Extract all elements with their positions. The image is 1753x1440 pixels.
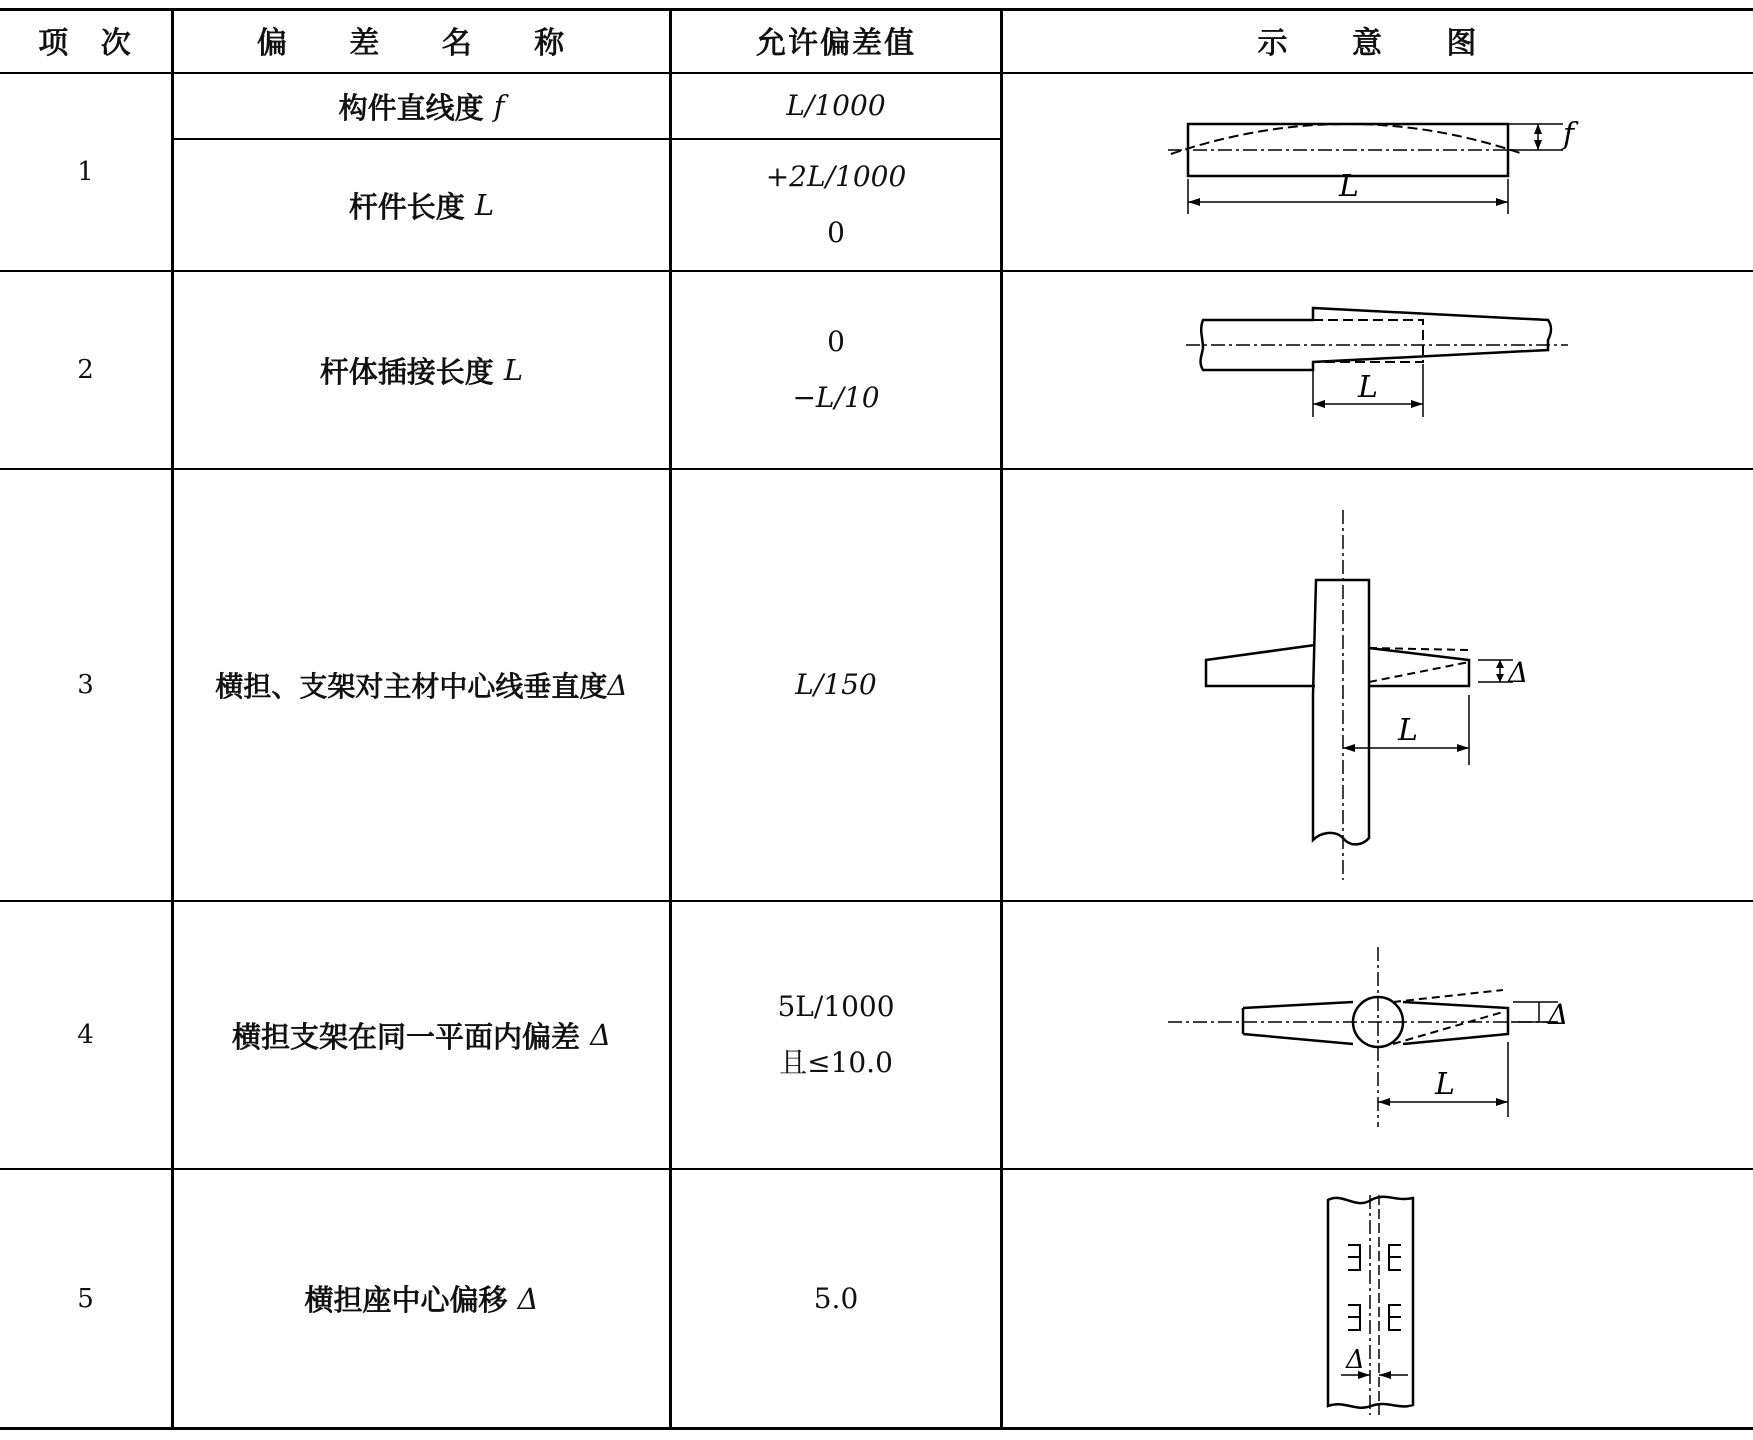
row1-item-text: 1 xyxy=(77,157,94,187)
perpendicularity-delta-label: Δ xyxy=(1508,656,1529,689)
row1a-name-symbol: f xyxy=(493,89,505,123)
straightness-f-label: f xyxy=(1563,117,1575,152)
row2-item xyxy=(0,272,171,468)
row2-value-line1: 0 xyxy=(827,325,845,358)
row4-item-text: 4 xyxy=(77,1020,94,1050)
tolerance-table xyxy=(0,8,1753,1430)
header-diagram-text: 示 意 图 xyxy=(1257,26,1499,61)
row2-item-text: 2 xyxy=(77,355,94,385)
header-item-text: 项 次 xyxy=(38,26,133,61)
row1b-value-line2: 0 xyxy=(827,216,845,249)
row5-item-text: 5 xyxy=(77,1283,94,1314)
row4-name xyxy=(174,902,669,1168)
row5-value-line1: 5.0 xyxy=(813,1281,859,1315)
seat-offset-diagram xyxy=(1003,1170,1753,1427)
row1b-name xyxy=(174,140,669,270)
row3-value-line1: L/150 xyxy=(795,668,877,701)
row4-value-line2: 且≤10.0 xyxy=(779,1046,893,1079)
planar-delta-label: Δ xyxy=(1548,998,1569,1031)
straightness-l-label: L xyxy=(1339,169,1359,204)
row3-item xyxy=(0,470,171,900)
header-name-text: 偏 差 名 称 xyxy=(256,26,587,61)
row4-value xyxy=(672,902,1000,1168)
row2-name xyxy=(174,272,669,468)
row1b-value xyxy=(672,140,1000,270)
header-name xyxy=(174,8,669,72)
row3-name-text: 横担、支架对主材中心线垂直度 xyxy=(215,670,608,703)
row5-item xyxy=(0,1170,171,1427)
row3-value xyxy=(672,470,1000,900)
row1a-name-text: 构件直线度 xyxy=(338,90,484,125)
perpendicularity-l-label: L xyxy=(1398,713,1418,748)
row2-value xyxy=(672,272,1000,468)
row3-item-text: 3 xyxy=(77,670,94,700)
planar-deviation-diagram xyxy=(1003,902,1753,1168)
row1a-value xyxy=(672,74,1000,138)
header-value xyxy=(672,8,1000,72)
header-value-text: 允许偏差值 xyxy=(756,26,916,61)
planar-l-label: L xyxy=(1435,1067,1455,1102)
row2-name-text: 杆体插接长度 xyxy=(319,354,494,389)
row4-item xyxy=(0,902,171,1168)
seat-offset-delta-label: Δ xyxy=(1346,1345,1365,1375)
row3-name-symbol: Δ xyxy=(607,668,628,702)
row5-name-symbol: Δ xyxy=(517,1281,539,1316)
header-item xyxy=(0,8,171,72)
perpendicularity-diagram xyxy=(1003,470,1753,900)
row2-value-line2: −L/10 xyxy=(792,381,880,414)
row1-item xyxy=(0,74,171,270)
splice-diagram xyxy=(1003,272,1753,468)
table-bottom-border xyxy=(0,1427,1753,1430)
row1b-value-line1: +2L/1000 xyxy=(765,160,907,193)
row5-name xyxy=(174,1170,669,1427)
straightness-diagram xyxy=(1003,74,1753,270)
row1b-name-text: 杆件长度 xyxy=(348,189,465,224)
row5-name-text: 横担座中心偏移 xyxy=(304,1283,508,1317)
row1a-name xyxy=(174,74,669,138)
row4-name-text: 横担支架在同一平面内偏差 xyxy=(231,1019,580,1054)
row3-name xyxy=(174,470,669,900)
splice-l-label: L xyxy=(1358,370,1378,405)
row1b-name-symbol: L xyxy=(474,188,495,222)
row1a-value-line1: L/1000 xyxy=(786,89,886,122)
header-diagram xyxy=(1003,8,1753,72)
row5-value xyxy=(672,1170,1000,1427)
row4-name-symbol: Δ xyxy=(590,1018,612,1052)
row4-value-line1: 5L/1000 xyxy=(777,990,895,1023)
row2-name-symbol: L xyxy=(503,353,524,387)
